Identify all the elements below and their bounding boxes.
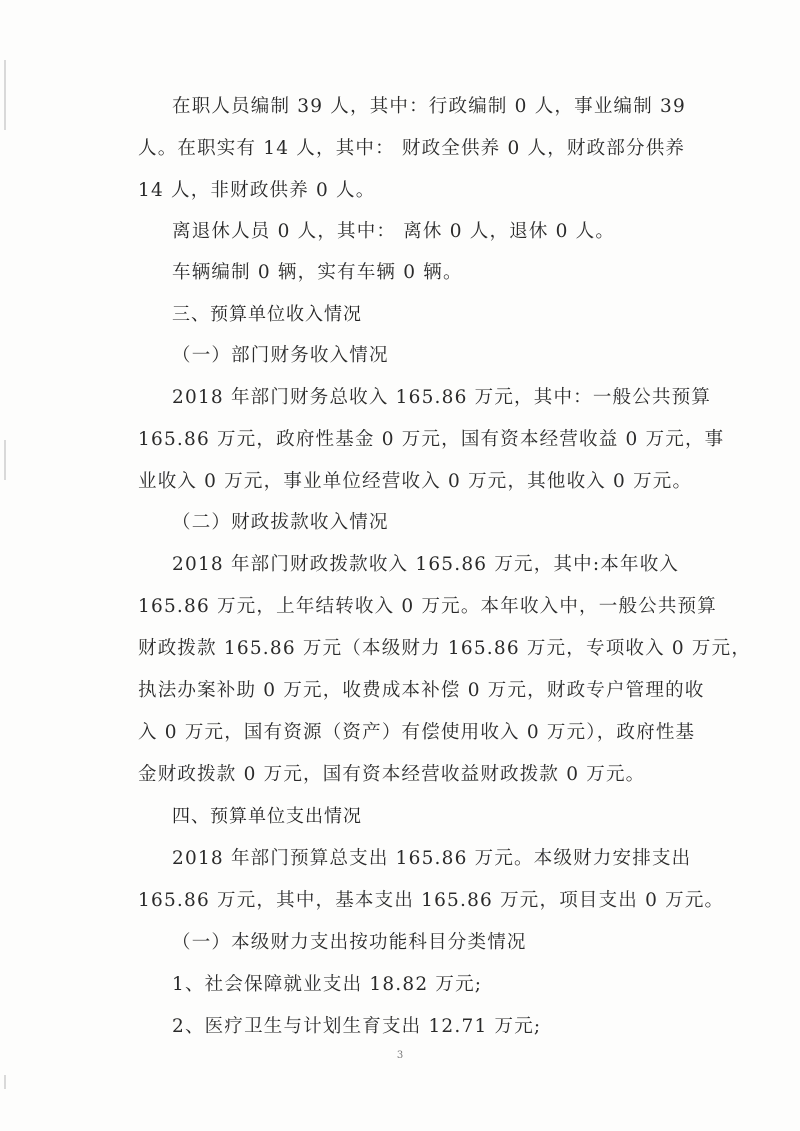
paragraph-line: 离退休人员 0 人，其中： 离休 0 人，退休 0 人。 [172, 221, 616, 242]
paragraph-line: 165.86 万元，上年结转收入 0 万元。本年收入中，一般公共预算 [138, 596, 717, 617]
paragraph-line: 金财政拨款 0 万元，国有资本经营收益财政拨款 0 万元。 [138, 764, 646, 785]
paragraph-line: 165.86 万元，政府性基金 0 万元，国有资本经营收益 0 万元，事 [138, 429, 725, 450]
subsection-heading: （一）部门财务收入情况 [172, 345, 389, 366]
subsection-heading: （二）财政拔款收入情况 [172, 512, 389, 533]
scan-edge-mark [4, 1075, 6, 1089]
scan-edge-mark [4, 440, 6, 480]
section-heading: 三、预算单位收入情况 [172, 304, 362, 325]
section-heading: 四、预算单位支出情况 [172, 806, 362, 827]
page-number: 3 [396, 1050, 404, 1061]
paragraph-line: 执法办案补助 0 万元，收费成本补偿 0 万元，财政专户管理的收 [138, 680, 705, 701]
paragraph-line: 165.86 万元，其中，基本支出 165.86 万元，项目支出 0 万元。 [138, 890, 725, 911]
paragraph-line: 入 0 万元，国有资源（资产）有偿使用收入 0 万元），政府性基 [138, 722, 696, 743]
paragraph-line: 2018 年部门财务总收入 165.86 万元，其中：一般公共预算 [172, 387, 712, 408]
paragraph-line: 业收入 0 万元，事业单位经营收入 0 万元，其他收入 0 万元。 [138, 471, 693, 492]
list-item: 1、社会保障就业支出 18.82 万元; [172, 974, 483, 995]
paragraph-line: 2018 年部门财政拨款收入 165.86 万元，其中:本年收入 [172, 554, 680, 575]
list-item: 2、医疗卫生与计划生育支出 12.71 万元; [172, 1016, 542, 1037]
paragraph-line: 14 人，非财政供养 0 人。 [138, 180, 376, 201]
scan-edge-mark [4, 60, 6, 130]
paragraph-line: 2018 年部门预算总支出 165.86 万元。本级财力安排支出 [172, 848, 692, 869]
subsection-heading: （一）本级财力支出按功能科目分类情况 [172, 932, 527, 953]
paragraph-line: 人。在职实有 14 人，其中： 财政全供养 0 人，财政部分供养 [138, 138, 686, 159]
paragraph-line: 车辆编制 0 辆，实有车辆 0 辆。 [172, 262, 463, 283]
paragraph-line: 财政拨款 165.86 万元（本级财力 165.86 万元，专项收入 0 万元， [138, 638, 752, 659]
paragraph-line: 在职人员编制 39 人，其中：行政编制 0 人，事业编制 39 [172, 96, 686, 117]
